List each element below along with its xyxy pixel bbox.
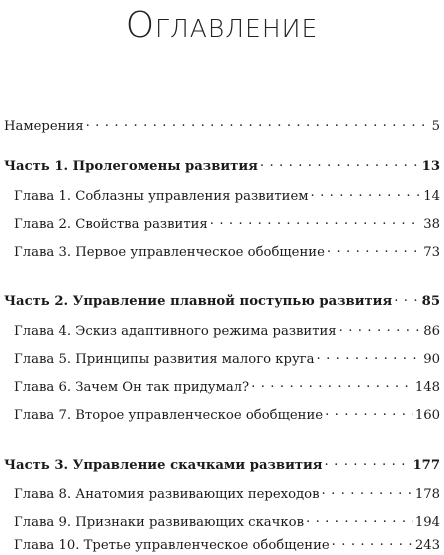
toc-entry-page: 177 bbox=[412, 458, 440, 473]
dot-leader bbox=[86, 118, 430, 130]
toc-entry-chapter-6 bbox=[0, 379, 440, 397]
toc-entry-label: Глава 8. Анатомия развивающих переходов bbox=[14, 487, 320, 502]
dot-leader bbox=[322, 486, 413, 498]
toc-entry-page: 178 bbox=[414, 487, 440, 502]
dot-leader bbox=[327, 244, 421, 256]
dot-leader bbox=[311, 188, 422, 200]
dot-leader bbox=[210, 216, 421, 228]
dot-leader bbox=[251, 379, 413, 391]
toc-entry-page: 86 bbox=[423, 324, 440, 339]
toc-entry-page: 38 bbox=[423, 217, 440, 232]
toc-entry-part-2 bbox=[0, 293, 440, 311]
toc-entry-chapter-4 bbox=[0, 323, 440, 341]
dot-leader bbox=[306, 514, 413, 526]
dot-leader bbox=[325, 457, 411, 469]
toc-entry-label: Глава 6. Зачем Он так придумал? bbox=[14, 380, 250, 395]
toc-entry-label: Глава 9. Признаки развивающих скачков bbox=[14, 515, 304, 530]
toc-entry-chapter-9 bbox=[0, 514, 440, 532]
toc-entry-page: 85 bbox=[421, 294, 440, 309]
toc-entry-part-1 bbox=[0, 158, 440, 176]
dot-leader bbox=[260, 158, 420, 170]
toc-entry-chapter-7 bbox=[0, 407, 440, 425]
dot-leader bbox=[332, 537, 413, 549]
dot-leader bbox=[325, 407, 413, 419]
toc-entry-chapter-8 bbox=[0, 486, 440, 504]
toc-entry-chapter-5 bbox=[0, 351, 440, 369]
toc-entry-page: 73 bbox=[423, 245, 440, 260]
toc-entry-label: Глава 3. Первое управленческое обобщение bbox=[14, 245, 325, 260]
toc-entry-label: Глава 2. Свойства развития bbox=[14, 217, 208, 232]
toc-entry-chapter-10 bbox=[0, 537, 440, 555]
toc-entry-chapter-3 bbox=[0, 244, 440, 262]
page-title: Оглавление bbox=[125, 5, 319, 46]
dot-leader bbox=[339, 323, 422, 335]
toc-entry-label: Часть 1. Пролегомены развития bbox=[4, 159, 258, 174]
dot-leader bbox=[317, 351, 422, 363]
toc-entry-page: 90 bbox=[423, 352, 440, 367]
toc-entry-chapter-1 bbox=[0, 188, 440, 206]
toc-entry-label: Часть 3. Управление скачками развития bbox=[4, 458, 323, 473]
toc-entry-page: 148 bbox=[414, 380, 440, 395]
toc-entry-label: Глава 10. Третье управленческое обобщение bbox=[14, 538, 330, 553]
toc-entry-page: 160 bbox=[414, 408, 440, 423]
toc-entry-page: 243 bbox=[414, 538, 440, 553]
toc-entry-page: 14 bbox=[423, 189, 440, 204]
toc-entry-page: 13 bbox=[421, 159, 440, 174]
dot-leader bbox=[394, 293, 419, 305]
toc-entry-page: 194 bbox=[414, 515, 440, 530]
toc-entry-label: Глава 4. Эскиз адаптивного режима развития bbox=[14, 324, 337, 339]
toc-entry-label: Глава 7. Второе управленческое обобщение bbox=[14, 408, 324, 423]
toc-entry-page: 5 bbox=[431, 119, 440, 134]
toc-entry-label: Глава 5. Принципы развития малого круга bbox=[14, 352, 315, 367]
toc-entry-chapter-2 bbox=[0, 216, 440, 234]
toc-entry-label: Часть 2. Управление плавной поступью развития bbox=[4, 294, 393, 309]
toc-entry-label: Глава 1. Соблазны управления развитием bbox=[14, 189, 309, 204]
toc-entry-label: Намерения bbox=[4, 119, 84, 134]
toc-entry-part-3 bbox=[0, 457, 440, 475]
toc-entry-intro bbox=[0, 118, 440, 136]
